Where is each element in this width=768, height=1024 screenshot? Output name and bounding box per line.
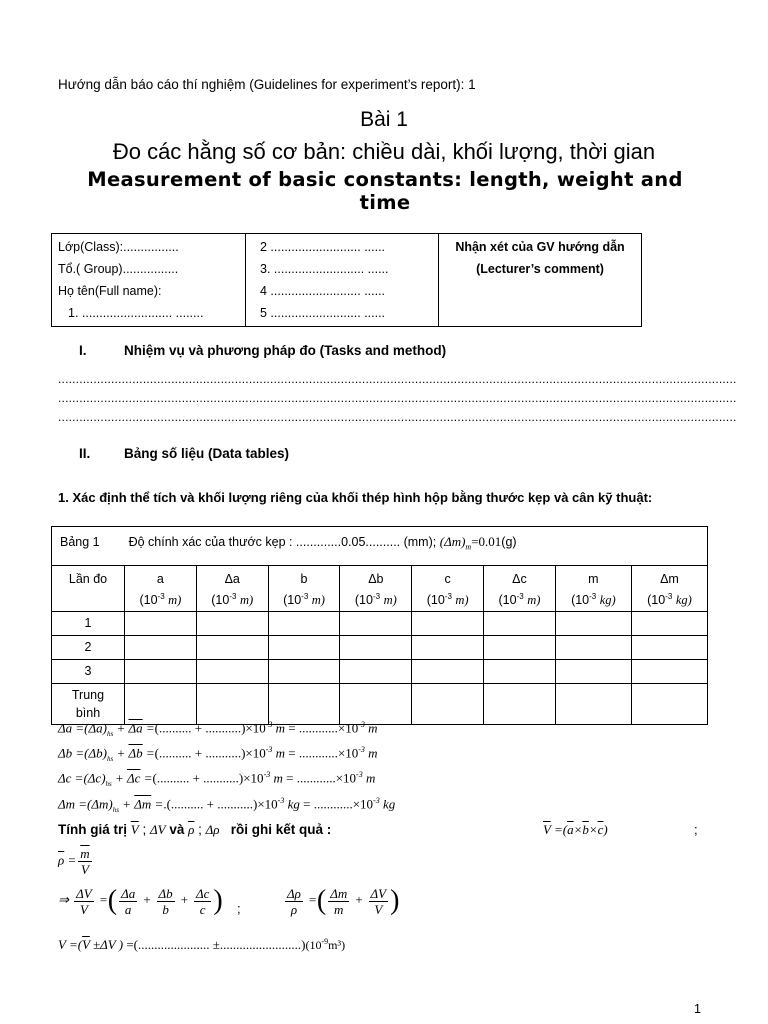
average-label-2: bình [75, 706, 101, 721]
answer-line-2[interactable]: ................................................................................................................................................................................................ [58, 391, 737, 405]
compute-prefix: Tính giá trị [58, 822, 127, 837]
table-cell[interactable] [268, 636, 340, 660]
table-cell[interactable] [125, 660, 197, 684]
col-unit: ($10^{-3}$ m) [211, 592, 254, 608]
table-cell[interactable] [484, 660, 556, 684]
col-name: a [156, 572, 164, 586]
table-cell[interactable] [268, 660, 340, 684]
table-cell[interactable] [268, 612, 340, 636]
compute-instruction: Tính giá trị $\overline{V}$ ; ΔV và $\overline{\rho}$ ; Δρ rồi ghi kết quả : [58, 822, 332, 837]
answer-line-3[interactable]: ................................................................................................................................................................................................ [58, 410, 737, 424]
col-unit: ($10^{-3}$ m) [283, 592, 325, 608]
table-cell-average[interactable] [631, 684, 707, 725]
average-label-1: Trung [71, 688, 105, 703]
member-5: 5 .......................... ...... [260, 306, 386, 320]
table-cell[interactable] [340, 660, 412, 684]
eq-c-result[interactable]: = ............×10 [286, 770, 357, 786]
col-header-3 [340, 566, 412, 612]
data-table-1 [51, 526, 708, 725]
row-label-average [52, 684, 125, 725]
final-unit: m³) [328, 938, 346, 952]
col-unit: ($10^{-3}$ m) [139, 592, 182, 608]
caliper-precision: Độ chính xác của thước kẹp : .............0.05.......... (mm); [128, 535, 437, 549]
col-header-measurement: Lần đo [52, 566, 125, 612]
col-name: b [300, 572, 308, 586]
table-cell[interactable] [125, 612, 197, 636]
table-cell[interactable] [196, 636, 268, 660]
col-name: Δc [512, 572, 527, 586]
eq-m-fill[interactable]: .(.......... + ...........)×10 [163, 796, 278, 812]
table-cell-average[interactable] [340, 684, 412, 725]
eq-c-fill[interactable]: (.......... + ...........)×10 [152, 770, 264, 786]
table-cell[interactable] [555, 660, 631, 684]
col-header-4 [412, 566, 484, 612]
class-field: Lớp(Class):................ [58, 240, 179, 254]
table-cell[interactable] [412, 612, 484, 636]
table-cell-average[interactable] [412, 684, 484, 725]
equation-delta-m: $\Delta m =(\Delta m)_{hs} + \overline{\Delta m}$ =.(.......... + $...........)\times 10^{-3}$ kg = $............\times 10^{-3}$ kg [58, 796, 396, 814]
col-unit: ($10^{-3}$ m) [426, 592, 469, 608]
equation-relative-error-rho: $\frac{\Delta\rho}{\rho}$ =( $\frac{\Delta m}{m}$ + $\frac{\Delta V}{V}$ ) [287, 885, 400, 917]
lesson-title-vn: Đo các hằng số cơ bản: chiều dài, khối lượng, thời gian [112, 139, 656, 164]
member-3: 3. .......................... ...... [260, 262, 389, 276]
table-cell-average[interactable] [484, 684, 556, 725]
final-volume-fill[interactable]: =(...................... ±.........................) [126, 937, 306, 952]
table-cell[interactable] [196, 660, 268, 684]
table-cell[interactable] [631, 660, 707, 684]
table-cell[interactable] [631, 636, 707, 660]
task-1-instruction: 1. Xác định thể tích và khối lượng riêng của khối thép hình hộp bằng thước kẹp và cân kỹ thuật: [58, 490, 653, 505]
col-header-0 [125, 566, 197, 612]
table-cell-average[interactable] [555, 684, 631, 725]
member-2: 2 .......................... ...... [260, 240, 386, 254]
student-info-table [51, 233, 642, 327]
col-name: c [444, 572, 451, 586]
equation-relative-error-v: ⇒ $\frac{\Delta V}{V}$ =( $\frac{\Delta a}{a}$ + $\frac{\Delta b}{b}$ + $\frac{\Delta c}{c}$ ) [58, 885, 223, 917]
col-header-1 [196, 566, 268, 612]
eq-m-result[interactable]: = ............×10 [303, 796, 374, 812]
delta-m-value: =0.01 [471, 534, 502, 549]
table-cell[interactable] [631, 612, 707, 636]
section-2-title: Bảng số liệu (Data tables) [124, 446, 290, 461]
col-header-5 [484, 566, 556, 612]
col-unit: ($10^{-3}$ m) [354, 592, 397, 608]
delta-m-unit: (g) [501, 535, 517, 549]
table-cell[interactable] [340, 636, 412, 660]
col-unit: ($10^{-3}$ m) [498, 592, 541, 608]
section-1-title: Nhiệm vụ và phương pháp đo (Tasks and method) [124, 343, 447, 358]
fullname-label: Họ tên(Full name): [58, 284, 162, 298]
equation-delta-b: $\Delta b =(\Delta b)_{hs} + \overline{\Delta b}$ =(.......... + $...........)\times 10^{-3}$ $m = ............\times 10^{-3}$ m [58, 745, 378, 763]
col-unit: ($10^{-3}$ kg) [647, 592, 692, 608]
table-cell-average[interactable] [268, 684, 340, 725]
group-field: Tổ.( Group)................ [58, 262, 179, 276]
col-name: Δm [660, 572, 679, 586]
col-header-2 [268, 566, 340, 612]
table-cell[interactable] [412, 660, 484, 684]
table-cell[interactable] [555, 636, 631, 660]
table-cell-average[interactable] [196, 684, 268, 725]
equation-volume-mean: $\overline{V} =(\overline{a}\times\overline{b}\times\overline{c})$ [543, 822, 608, 837]
table-cell[interactable] [484, 636, 556, 660]
compute-and: và [169, 822, 185, 837]
table-cell[interactable] [340, 612, 412, 636]
separator-semicolon: ; [694, 822, 698, 837]
table-cell-average[interactable] [125, 684, 197, 725]
final-unit-exp: -9 [321, 937, 329, 946]
delta-m-sub: m [465, 542, 472, 552]
row-label: 3 [52, 660, 125, 684]
row-label: 2 [52, 636, 125, 660]
table-cell[interactable] [412, 636, 484, 660]
answer-line-1[interactable]: ................................................................................................................................................................................................ [58, 372, 737, 386]
section-1-number: I. [79, 343, 87, 358]
table-caption [52, 527, 708, 566]
col-header-6 [555, 566, 631, 612]
guideline-header: Hướng dẫn báo cáo thí nghiệm (Guidelines for experiment’s report): 1 [58, 77, 476, 92]
eq-b-result[interactable]: = ............×10 [288, 745, 359, 761]
equation-delta-a: $\Delta a =(\Delta a)_{hs} + \overline{\Delta a}$ =(.......... + $...........)\times 10^{-3}$ $m = ............\times 10^{-3}$ m [58, 720, 378, 738]
lecturer-comment-vn: Nhận xét của GV hướng dẫn [455, 240, 625, 254]
eq-a-result[interactable]: = ............×10 [288, 720, 359, 736]
equation-delta-c: $\Delta c =(\Delta c)_{hs} + \overline{\Delta c}$ =(.......... + $...........)\times 10^{-3}$ $m = ............\times 10^{-3}$ m [58, 770, 376, 788]
col-name: m [588, 572, 599, 586]
final-unit-base: (10 [305, 938, 322, 952]
table-cell[interactable] [196, 612, 268, 636]
section-2-number: II. [79, 446, 91, 461]
member-1: 1. .......................... ........ [68, 306, 204, 320]
col-name: Δb [368, 572, 384, 586]
col-unit: ($10^{-3}$ kg) [571, 592, 616, 608]
equation-density: $\overline{\rho}$ = $\frac{\overline{m}}{V}$ [58, 846, 90, 877]
delta-m-symbol: (Δm) [439, 534, 466, 549]
lesson-number: Bài 1 [360, 108, 408, 131]
separator-semicolon-2: ; [237, 901, 241, 916]
page-number: 1 [694, 1002, 701, 1016]
eq-a-fill[interactable]: (.......... + ...........)×10 [154, 720, 266, 736]
table-cell[interactable] [484, 612, 556, 636]
col-name: Δa [224, 572, 240, 586]
row-label: 1 [52, 612, 125, 636]
col-header-7 [631, 566, 707, 612]
table-cell[interactable] [555, 612, 631, 636]
table-label: Bảng 1 [60, 535, 100, 549]
table-cell[interactable] [125, 636, 197, 660]
lesson-title-en: Measurement of basic constants: length, weight and time [87, 168, 683, 214]
eq-b-fill[interactable]: (.......... + ...........)×10 [154, 745, 266, 761]
member-4: 4 .......................... ...... [260, 284, 386, 298]
lecturer-comment-en: (Lecturer’s comment) [476, 262, 604, 276]
compute-suffix: rồi ghi kết quả : [230, 822, 332, 837]
equation-final-volume: $V =(\overline{V} \pm\Delta V$ ) =(...................... $\pm.........................)(10^{-9}m^3)$ [58, 937, 346, 952]
